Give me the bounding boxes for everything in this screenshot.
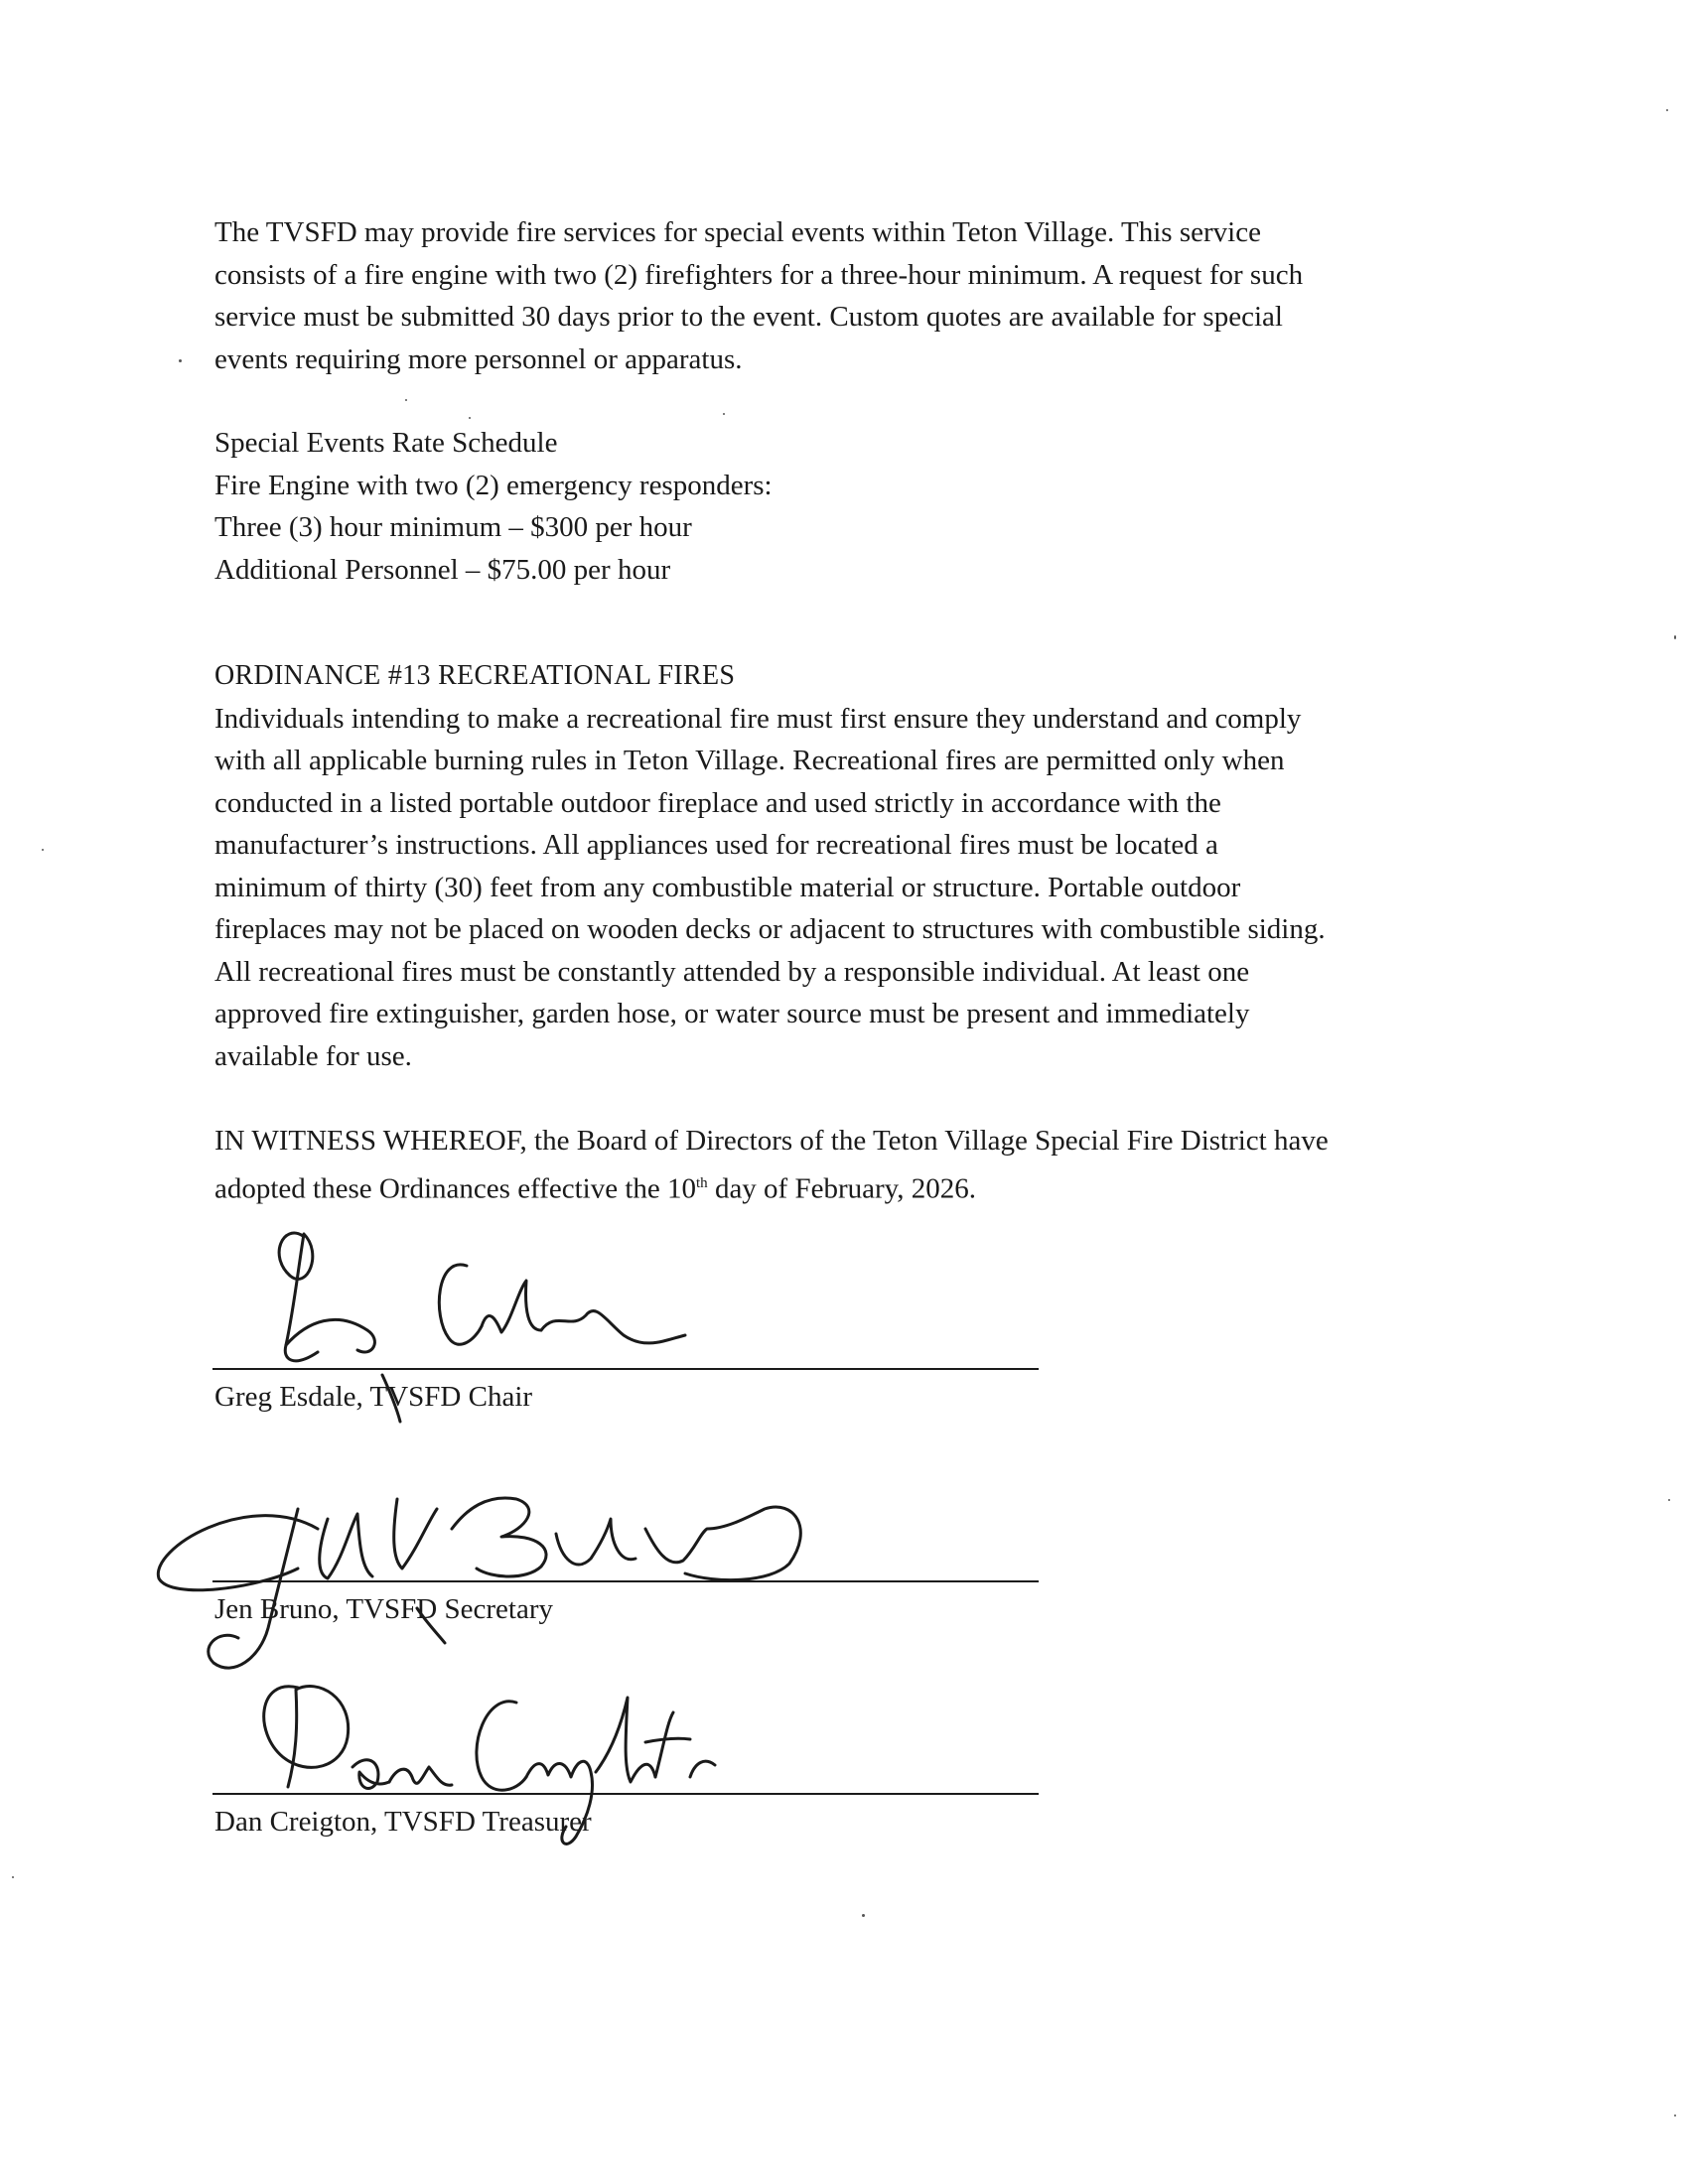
- intro-line: events requiring more personnel or apparatus.: [214, 342, 743, 375]
- ordinance-line: approved fire extinguisher, garden hose, or water source must be present and immediately: [214, 998, 1250, 1029]
- ordinance-line: available for use.: [214, 1039, 412, 1072]
- ordinance-line: manufacturer’s instructions. All appliances used for recreational fires must be located a: [214, 829, 1218, 861]
- scan-speck: [405, 399, 407, 401]
- scan-speck: [1674, 635, 1676, 639]
- scan-speck: [1674, 2115, 1676, 2116]
- signature-jen-bruno: [158, 1498, 800, 1668]
- ordinance-line: All recreational fires must be constantly attended by a responsible individual. At least one: [214, 955, 1250, 988]
- scan-speck: [1666, 109, 1668, 111]
- witness-date-pre: adopted these Ordinances effective the 10: [214, 1172, 697, 1205]
- scan-speck: [862, 1914, 865, 1917]
- witness-date-post: day of February, 2026.: [707, 1172, 977, 1205]
- witness-line: IN WITNESS WHEREOF, the Board of Directors of the Teton Village Special Fire District have: [214, 1125, 1329, 1157]
- scan-speck: [42, 849, 44, 851]
- signature-dan-creigton: [264, 1687, 715, 1844]
- scan-speck: [1668, 1499, 1670, 1501]
- ordinance-line: fireplaces may not be placed on wooden decks or adjacent to structures with combustible siding.: [214, 913, 1326, 945]
- rate-schedule-personnel: Additional Personnel – $75.00 per hour: [214, 553, 671, 586]
- intro-line: service must be submitted 30 days prior to the event. Custom quotes are available for special: [214, 301, 1283, 333]
- signatory-secretary: Jen Bruno, TVSFD Secretary: [214, 1593, 553, 1625]
- witness-date-ordinal: th: [696, 1174, 708, 1191]
- signature-greg-esdale: [279, 1233, 685, 1422]
- ordinance-heading: ORDINANCE #13 RECREATIONAL FIRES: [214, 660, 736, 691]
- ordinance-line: Individuals intending to make a recreational fire must first ensure they understand and comply: [214, 702, 1302, 735]
- ordinance-line: minimum of thirty (30) feet from any combustible material or structure. Portable outdoor: [214, 871, 1241, 903]
- scan-speck: [179, 359, 182, 362]
- signatory-treasurer: Dan Creigton, TVSFD Treasurer: [214, 1806, 592, 1838]
- scan-speck: [469, 417, 471, 419]
- scan-speck: [723, 413, 725, 415]
- intro-line: consists of a fire engine with two (2) firefighters for a three-hour minimum. A request for such: [214, 258, 1304, 291]
- rate-schedule-title: Special Events Rate Schedule: [214, 427, 558, 459]
- scan-speck: [12, 1876, 14, 1878]
- rate-schedule-minimum: Three (3) hour minimum – $300 per hour: [214, 511, 692, 543]
- ordinance-line: with all applicable burning rules in Teton Village. Recreational fires are permitted only when: [214, 745, 1285, 776]
- signatory-chair: Greg Esdale, TVSFD Chair: [214, 1381, 533, 1413]
- intro-line: The TVSFD may provide fire services for special events within Teton Village. This service: [214, 216, 1261, 248]
- rate-schedule-engine: Fire Engine with two (2) emergency responders:: [214, 469, 773, 501]
- ordinance-line: conducted in a listed portable outdoor fireplace and used strictly in accordance with the: [214, 786, 1221, 819]
